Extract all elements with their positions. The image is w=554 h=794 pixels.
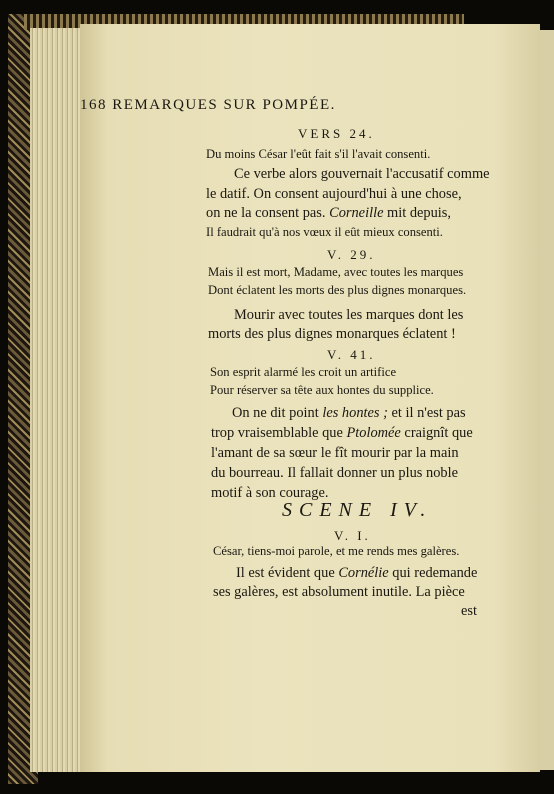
text-run: qui redemande [388, 565, 478, 581]
commentary-line: du bourreau. Il fallait donner un plus noble [211, 465, 458, 481]
verse-reference: V. 41. [327, 347, 376, 362]
scene-heading: SCENE IV. [282, 499, 433, 521]
commentary-line: Ce verbe alors gouvernait l'accusatif comme [234, 166, 490, 182]
quoted-verse: César, tiens-moi parole, et me rends mes galères. [213, 544, 460, 558]
commentary-line: ses galères, est absolument inutile. La pièce [213, 584, 465, 600]
commentary-line [206, 206, 451, 220]
commentary-line: l'amant de sa sœur le fît mourir par la main [211, 445, 459, 461]
commentary-line [232, 406, 466, 420]
commentary-line: Mourir avec toutes les marques dont les [234, 307, 464, 323]
commentary-line [211, 426, 473, 440]
quoted-verse: Mais il est mort, Madame, avec toutes les marques [208, 265, 464, 279]
quoted-verse: Du moins César l'eût fait s'il l'avait consenti. [206, 147, 431, 161]
verse-reference: VERS 24. [298, 126, 375, 141]
text-run: mit depuis, [383, 205, 452, 221]
running-head [80, 98, 336, 113]
verse-reference: V. I. [334, 528, 371, 543]
italic-name: Cornélie [338, 565, 389, 581]
text-run: Il est évident que [236, 565, 339, 581]
italic-name: Corneille [329, 205, 384, 221]
facing-page-edge [540, 30, 554, 770]
quoted-verse: Son esprit alarmé les croit un artifice [210, 365, 397, 379]
quoted-verse: Pour réserver sa tête aux hontes du supplice. [210, 383, 434, 397]
italic-name: Ptolomée [346, 425, 401, 441]
text-run: on ne la consent pas. [206, 205, 330, 221]
text-run: craignît que [400, 425, 473, 441]
italic-phrase: les hontes ; [322, 405, 388, 421]
text-run: trop vraisemblable que [211, 425, 347, 441]
quoted-verse: Dont éclatent les morts des plus dignes monarques. [208, 283, 467, 297]
quoted-verse: Il faudrait qu'à nos vœux il eût mieux consenti. [206, 225, 443, 239]
commentary-line: le datif. On consent aujourd'hui à une chose, [206, 186, 462, 202]
text-run: On ne dit point [232, 405, 323, 421]
page-number: 168 [80, 97, 107, 113]
running-title: REMARQUES SUR POMPÉE. [112, 97, 336, 113]
commentary-line [236, 566, 477, 580]
catchword: est [461, 603, 477, 619]
commentary-line: motif à son courage. [211, 485, 329, 501]
commentary-line: morts des plus dignes monarques éclatent ! [208, 326, 456, 342]
text-run: et il n'est pas [387, 405, 466, 421]
verse-reference: V. 29. [327, 247, 376, 262]
